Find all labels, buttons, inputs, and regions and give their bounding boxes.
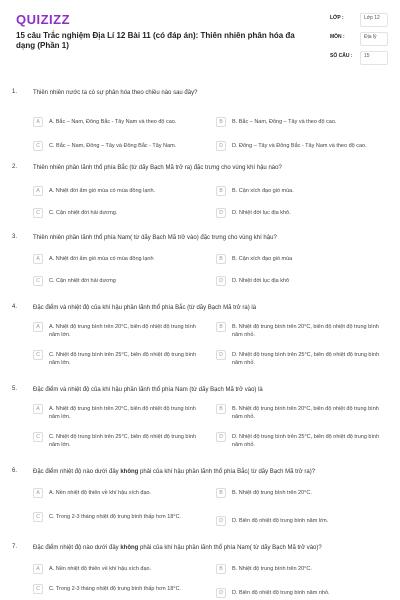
option-text: B. Nhiệt độ trung bình trên 20°C.: [232, 566, 312, 572]
option-letter-box: B: [216, 254, 226, 264]
option-text: D. Nhiệt độ trung bình trên 25°C, biên độ nhiệt độ trung bình năm nhỏ.: [232, 434, 380, 448]
option-letter-box: D: [216, 276, 226, 286]
option-text: D. Biên độ nhiệt độ trung bình năm nhỏ.: [232, 590, 330, 596]
option-letter-box: D: [216, 432, 226, 442]
option-letter-box: C: [33, 512, 43, 522]
option-letter-box: A: [33, 404, 43, 414]
question-text: Thiên nhiên phần lãnh thổ phía Bắc (từ dãy Bạch Mã trở ra) đặc trưng cho vùng khí hậu nào?: [33, 165, 282, 171]
question-text: Đặc điểm và nhiệt độ của khí hậu phần lãnh thổ phía Bắc (từ dãy Bạch Mã trở ra) là: [33, 305, 257, 311]
option-text: A. Nhiệt độ trung bình trên 20°C, biên độ nhiệt độ trung bình năm lớn.: [49, 406, 196, 420]
meta-label: SỐ CÂU :: [330, 53, 353, 59]
option-letter-box: C: [33, 432, 43, 442]
meta-row-class: [328, 12, 388, 31]
question-number: 3.: [12, 234, 18, 240]
option-text: D. Biên độ nhiệt độ trung bình năm lớn.: [232, 518, 329, 524]
quizizz-logo: QUIZIZZ: [16, 12, 71, 27]
option-letter-box: D: [216, 516, 226, 526]
option-text: C. Cận nhiệt đới hải dương: [49, 278, 116, 284]
question-number: 2.: [12, 164, 18, 170]
option-letter-box: C: [33, 350, 43, 360]
option-text: C. Trong 2-3 tháng nhiệt độ trung bình thấp hơn 18°C.: [49, 514, 182, 520]
worksheet-header: [0, 0, 400, 76]
meta-value: Địa lý: [360, 32, 388, 46]
option-text: A. Nền nhiệt độ thiên về khí hậu xích đạo.: [49, 566, 152, 572]
option-letter-box: B: [216, 117, 226, 127]
question-number: 6.: [12, 468, 18, 474]
option-letter-box: D: [216, 141, 226, 151]
question-text-emphasis: không: [120, 545, 139, 551]
option-text: A. Nhiệt độ trung bình trên 20°C, biên độ nhiệt độ trung bình năm lớn.: [49, 324, 196, 338]
question-text: [33, 544, 383, 552]
option-letter-box: A: [33, 564, 43, 574]
question-number: 7.: [12, 544, 18, 550]
option-letter-box: B: [216, 488, 226, 498]
option-text: B. Bắc – Nam, Đông – Tây và theo độ cao.: [232, 119, 337, 125]
option-letter-box: A: [33, 117, 43, 127]
option-text: B. Cận xích đạo gió mùa.: [232, 188, 294, 194]
question-number: 5.: [12, 386, 18, 392]
option-letter-box: C: [33, 141, 43, 151]
question-text: Thiên nhiên nước ta có sự phân hóa theo chiều nào sau đây?: [33, 90, 198, 96]
option-letter-box: B: [216, 322, 226, 332]
question-text-start: Đặc điểm nhiệt độ nào dưới đây: [33, 469, 121, 475]
option-text: B. Nhiệt độ trung bình trên 20°C, biên độ nhiệt độ trung bình năm nhỏ.: [232, 324, 379, 338]
option-letter-box: D: [216, 208, 226, 218]
option-letter-box: A: [33, 254, 43, 264]
option-text: D. Nhiệt đới lục địa khô.: [232, 210, 291, 216]
worksheet-title: 15 câu Trắc nghiệm Địa Lí 12 Bài 11 (có đáp án): Thiên nhiên phân hóa đa dạng (Phần 1): [16, 31, 295, 50]
question-text-emphasis: không: [120, 469, 139, 475]
meta-row-count: [328, 50, 388, 69]
meta-value: 15: [360, 51, 388, 65]
option-letter-box: D: [216, 588, 226, 598]
option-letter-box: D: [216, 350, 226, 360]
question-text-end: phải của khí hậu phần lãnh thổ phía Nam( từ dãy Bạch Mã trở vào)?: [138, 545, 322, 551]
question-text: Thiên nhiên phần lãnh thổ phía Nam( từ dãy Bạch Mã trở vào) đặc trưng cho vùng khí hậu?: [33, 235, 277, 241]
question-text-end: phải của khí hậu phần lãnh thổ phía Bắc( từ dãy Bạch Mã trở ra)?: [138, 469, 316, 475]
option-text: A. Bắc – Nam, Đông Bắc - Tây Nam và theo độ cao.: [49, 119, 177, 125]
option-text: C. Nhiệt độ trung bình trên 25°C, biên độ nhiệt độ trung bình năm lớn.: [49, 352, 197, 366]
option-text: B. Cận xích đạo gió mùa: [232, 256, 293, 262]
meta-label: LỚP :: [330, 15, 344, 21]
option-letter-box: C: [33, 208, 43, 218]
option-text: D. Nhiệt độ trung bình trên 25°C, biên độ nhiệt độ trung bình năm nhỏ.: [232, 352, 380, 366]
question-number: 4.: [12, 304, 18, 310]
meta-value: Lớp 12: [360, 13, 388, 27]
option-letter-box: A: [33, 322, 43, 332]
option-text: C. Bắc – Nam, Đông – Tây và Đông Bắc - Tây Nam.: [49, 143, 177, 149]
option-text: A. Nền nhiệt độ thiên về khí hậu xích đạo.: [49, 490, 152, 496]
option-text: D. Nhiệt đới lục địa khô: [232, 278, 290, 284]
meta-row-subject: [328, 31, 388, 50]
option-letter-box: B: [216, 404, 226, 414]
question-text-start: Đặc điểm nhiệt độ nào dưới đây: [33, 545, 121, 551]
option-text: B. Nhiệt độ trung bình trên 20°C, biên độ nhiệt độ trung bình năm nhỏ.: [232, 406, 379, 420]
option-text: C. Cận nhiệt đới hải dương.: [49, 210, 118, 216]
meta-label: MÔN :: [330, 34, 345, 40]
option-text: C. Nhiệt độ trung bình trên 25°C, biên độ nhiệt độ trung bình năm lớn.: [49, 434, 197, 448]
option-letter-box: B: [216, 564, 226, 574]
option-letter-box: C: [33, 584, 43, 594]
question-text: Đặc điểm và nhiệt độ của khí hậu phần lãnh thổ phía Nam (từ dãy Bạch Mã trở vào) là: [33, 387, 263, 393]
option-letter-box: C: [33, 276, 43, 286]
worksheet-meta: [328, 12, 388, 69]
option-letter-box: B: [216, 186, 226, 196]
option-text: A. Nhiệt đới ẩm gió mùa có mùa đông lạnh: [49, 256, 154, 262]
option-text: C. Trong 2-3 tháng nhiệt độ trung bình thấp hơn 18°C.: [49, 586, 182, 592]
option-text: D. Đông – Tây và Đông Bắc - Tây Nam và theo độ cao.: [232, 143, 367, 149]
option-text: A. Nhiệt đới ẩm gió mùa có mùa đông lạnh.: [49, 188, 156, 194]
question-text: [33, 468, 383, 476]
option-text: B. Nhiệt độ trung bình trên 20°C.: [232, 490, 312, 496]
option-letter-box: A: [33, 488, 43, 498]
option-letter-box: A: [33, 186, 43, 196]
question-number: 1.: [12, 89, 18, 95]
